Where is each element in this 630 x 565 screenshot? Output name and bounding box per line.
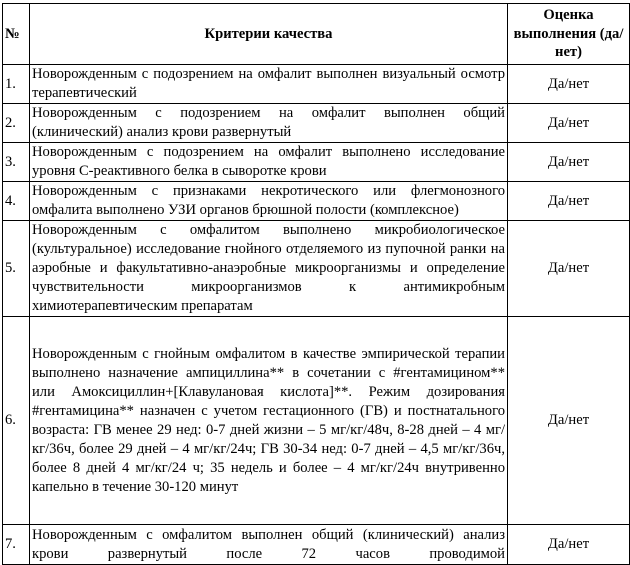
table-row <box>3 525 630 565</box>
header-number: № <box>3 4 30 65</box>
row-grade: Да/нет <box>508 525 630 565</box>
table-row <box>3 317 630 525</box>
row-criterion: Новорожденным с подозрением на омфалит выполнен общий (клинический) анализ крови развернутый <box>30 104 508 143</box>
row-criterion: Новорожденным с подозрением на омфалит выполнено исследование уровня С-реактивного белка в сыворотке крови <box>30 143 508 182</box>
row-number: 2. <box>3 104 30 143</box>
row-number: 1. <box>3 65 30 104</box>
row-criterion: Новорожденным с омфалитом выполнен общий (клинический) анализ крови развернутый после 72 часов проводимой <box>30 525 508 565</box>
row-grade: Да/нет <box>508 104 630 143</box>
row-criterion: Новорожденным с признаками некротического или флегмонозного омфалита выполнено УЗИ органов брюшной полости (комплексное) <box>30 182 508 221</box>
table-row <box>3 104 630 143</box>
row-number: 5. <box>3 221 30 317</box>
table-row <box>3 143 630 182</box>
row-number: 4. <box>3 182 30 221</box>
row-number: 6. <box>3 317 30 525</box>
header-criteria: Критерии качества <box>30 4 508 65</box>
row-number: 3. <box>3 143 30 182</box>
row-criterion: Новорожденным с гнойным омфалитом в качестве эмпирической терапии выполнено назначение ампициллина** в сочетании с #гентамицином** или Амоксициллин+[Клавулановая кислота]**. Режим дозирования #гентамицина** назначен с учетом гестационного (ГВ) и постнатального возраста: ГВ менее 29 нед: 0-7 дней жизни – 5 мг/кг/48ч, 8-28 дней – 4 мг/кг/36ч, более 29 дней – 4 мг/кг/24ч; ГВ 30-34 нед: 0-7 дней – 4,5 мг/кг/36ч, более 8 дней 4 мг/кг/24 ч; 35 недель и более – 4 мг/кг/24ч внутривенно капельно в течение 30-120 минут <box>30 317 508 525</box>
row-grade: Да/нет <box>508 221 630 317</box>
row-criterion: Новорожденным с омфалитом выполнено микробиологическое (культуральное) исследование гнойного отделяемого из пупочной ранки на аэробные и факультативно-анаэробные микроорганизмы и определение чувствительности микроорганизмов к антимикробным химиотерапевтическим препаратам <box>30 221 508 317</box>
quality-criteria-table <box>2 3 630 565</box>
row-criterion: Новорожденным с подозрением на омфалит выполнен визуальный осмотр терапевтический <box>30 65 508 104</box>
table-header-row <box>3 4 630 65</box>
row-grade: Да/нет <box>508 143 630 182</box>
table-row <box>3 182 630 221</box>
row-grade: Да/нет <box>508 182 630 221</box>
row-grade: Да/нет <box>508 65 630 104</box>
table-row <box>3 65 630 104</box>
row-grade: Да/нет <box>508 317 630 525</box>
header-grade: Оценка выполнения (да/нет) <box>508 4 630 65</box>
row-number: 7. <box>3 525 30 565</box>
table-row <box>3 221 630 317</box>
